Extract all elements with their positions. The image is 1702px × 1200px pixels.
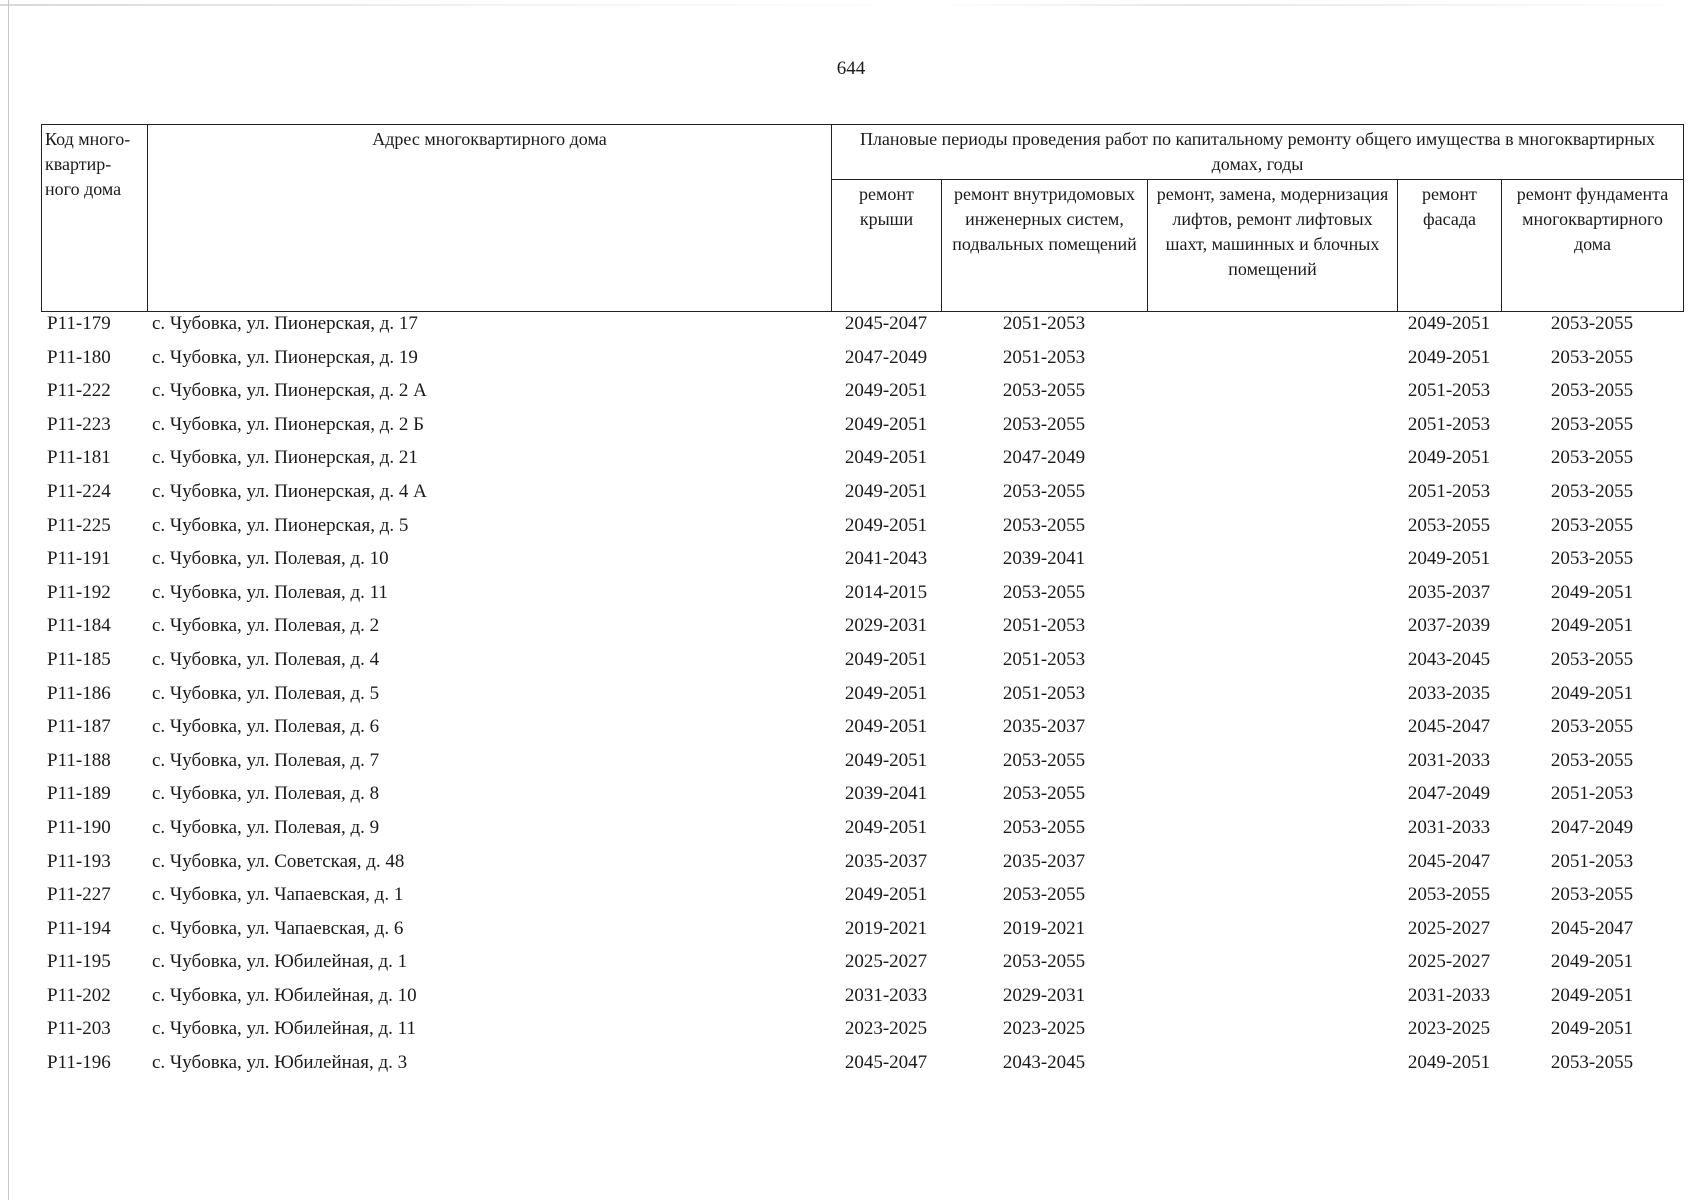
cell-roof: 2035-2037 (844, 850, 928, 872)
cell-engineering: 2053-2055 (1002, 816, 1086, 838)
cell-foundation: 2053-2055 (1550, 716, 1634, 738)
cell-code: P11-181 (47, 447, 111, 469)
cell-roof: 2039-2041 (844, 783, 928, 805)
cell-address: с. Чубовка, ул. Пионерская, д. 17 (152, 313, 418, 334)
table-row (41, 946, 1683, 980)
cell-roof: 2049-2051 (844, 884, 928, 906)
cell-roof: 2041-2043 (844, 548, 928, 570)
cell-code: P11-225 (47, 514, 111, 536)
table-row (41, 308, 1683, 342)
cell-facade: 2023-2025 (1407, 1018, 1491, 1040)
cell-code: P11-203 (47, 1018, 111, 1040)
cell-address: с. Чубовка, ул. Юбилейная, д. 10 (152, 984, 417, 1006)
cell-address: с. Чубовка, ул. Полевая, д. 9 (152, 816, 380, 838)
cell-address: с. Чубовка, ул. Полевая, д. 8 (152, 783, 380, 805)
cell-facade: 2037-2039 (1407, 615, 1491, 637)
cell-facade: 2025-2027 (1407, 951, 1491, 973)
table-row (41, 711, 1683, 745)
cell-engineering: 2029-2031 (1002, 984, 1086, 1006)
cell-foundation: 2053-2055 (1550, 514, 1634, 536)
cell-roof: 2029-2031 (844, 615, 928, 637)
cell-facade: 2053-2055 (1407, 884, 1491, 906)
cell-roof: 2045-2047 (844, 1052, 928, 1074)
table-row (41, 879, 1683, 913)
cell-facade: 2047-2049 (1407, 783, 1491, 805)
cell-foundation: 2053-2055 (1550, 749, 1634, 771)
cell-foundation: 2053-2055 (1550, 346, 1634, 368)
table-row (41, 442, 1683, 476)
cell-code: P11-192 (47, 581, 111, 603)
cell-roof: 2025-2027 (844, 951, 928, 973)
table-row (41, 510, 1683, 544)
cell-foundation: 2051-2053 (1550, 783, 1634, 805)
cell-foundation: 2045-2047 (1550, 917, 1634, 939)
cell-foundation: 2049-2051 (1550, 581, 1634, 603)
table-row (41, 980, 1683, 1014)
cell-facade: 2051-2053 (1407, 480, 1491, 502)
table-body (41, 308, 1683, 1081)
cell-foundation: 2049-2051 (1550, 984, 1634, 1006)
table-row (41, 409, 1683, 443)
header-engineering: ремонт внутридомовых инженерных систем, подвальных помещений (942, 180, 1148, 312)
cell-roof: 2049-2051 (844, 413, 928, 435)
header-elevators: ремонт, замена, модернизация лифтов, ремонт лифтовых шахт, машинных и блочных помещений (1148, 180, 1398, 312)
cell-facade: 2049-2051 (1407, 313, 1491, 334)
cell-foundation: 2049-2051 (1550, 951, 1634, 973)
cell-address: с. Чубовка, ул. Пионерская, д. 2 А (152, 380, 427, 402)
cell-code: P11-190 (47, 816, 111, 838)
cell-engineering: 2043-2045 (1002, 1052, 1086, 1074)
cell-foundation: 2053-2055 (1550, 380, 1634, 402)
cell-engineering: 2035-2037 (1002, 716, 1086, 738)
cell-code: P11-223 (47, 413, 111, 435)
scan-top-edge (0, 4, 1702, 6)
cell-roof: 2031-2033 (844, 984, 928, 1006)
table-row (41, 745, 1683, 779)
table-row (41, 543, 1683, 577)
cell-address: с. Чубовка, ул. Полевая, д. 6 (152, 716, 380, 738)
cell-facade: 2045-2047 (1407, 850, 1491, 872)
cell-roof: 2049-2051 (844, 716, 928, 738)
cell-foundation: 2053-2055 (1550, 480, 1634, 502)
cell-facade: 2049-2051 (1407, 447, 1491, 469)
table-row (41, 1013, 1683, 1047)
cell-facade: 2031-2033 (1407, 984, 1491, 1006)
cell-roof: 2049-2051 (844, 682, 928, 704)
cell-engineering: 2051-2053 (1002, 615, 1086, 637)
table-row (41, 610, 1683, 644)
cell-code: P11-202 (47, 984, 111, 1006)
cell-roof: 2023-2025 (844, 1018, 928, 1040)
cell-facade: 2051-2053 (1407, 380, 1491, 402)
cell-code: P11-194 (47, 917, 111, 939)
cell-foundation: 2053-2055 (1550, 884, 1634, 906)
cell-address: с. Чубовка, ул. Полевая, д. 4 (152, 648, 380, 670)
cell-address: с. Чубовка, ул. Пионерская, д. 4 А (152, 480, 427, 502)
header-facade: ремонт фасада (1398, 180, 1502, 312)
page-number: 644 (836, 58, 866, 79)
cell-foundation: 2051-2053 (1550, 850, 1634, 872)
table-header (41, 124, 1684, 312)
cell-engineering: 2051-2053 (1002, 648, 1086, 670)
header-code: Код много-квартир-ного дома (42, 125, 148, 312)
table-row (41, 812, 1683, 846)
cell-roof: 2049-2051 (844, 447, 928, 469)
cell-engineering: 2053-2055 (1002, 749, 1086, 771)
cell-roof: 2045-2047 (844, 313, 928, 334)
cell-address: с. Чубовка, ул. Полевая, д. 5 (152, 682, 380, 704)
cell-engineering: 2053-2055 (1002, 581, 1086, 603)
cell-foundation: 2053-2055 (1550, 648, 1634, 670)
cell-code: P11-195 (47, 951, 111, 973)
cell-facade: 2051-2053 (1407, 413, 1491, 435)
cell-engineering: 2047-2049 (1002, 447, 1086, 469)
cell-roof: 2049-2051 (844, 749, 928, 771)
table-row (41, 577, 1683, 611)
cell-address: с. Чубовка, ул. Пионерская, д. 5 (152, 514, 409, 536)
cell-foundation: 2053-2055 (1550, 313, 1634, 334)
cell-code: P11-193 (47, 850, 111, 872)
cell-engineering: 2053-2055 (1002, 413, 1086, 435)
cell-foundation: 2053-2055 (1550, 413, 1634, 435)
header-roof: ремонт крыши (832, 180, 942, 312)
cell-code: P11-185 (47, 648, 111, 670)
cell-address: с. Чубовка, ул. Юбилейная, д. 1 (152, 951, 408, 973)
table-row (41, 1047, 1683, 1081)
table-row (41, 342, 1683, 376)
cell-address: с. Чубовка, ул. Советская, д. 48 (152, 850, 405, 872)
cell-code: P11-189 (47, 783, 111, 805)
cell-foundation: 2047-2049 (1550, 816, 1634, 838)
cell-address: с. Чубовка, ул. Полевая, д. 10 (152, 548, 389, 570)
cell-address: с. Чубовка, ул. Полевая, д. 2 (152, 615, 380, 637)
cell-facade: 2031-2033 (1407, 749, 1491, 771)
cell-engineering: 2053-2055 (1002, 480, 1086, 502)
cell-code: P11-227 (47, 884, 111, 906)
cell-facade: 2049-2051 (1407, 548, 1491, 570)
cell-foundation: 2053-2055 (1550, 447, 1634, 469)
table-row (41, 375, 1683, 409)
cell-roof: 2049-2051 (844, 380, 928, 402)
cell-engineering: 2053-2055 (1002, 951, 1086, 973)
cell-engineering: 2019-2021 (1002, 917, 1086, 939)
table-row (41, 913, 1683, 947)
table-row (41, 778, 1683, 812)
cell-engineering: 2051-2053 (1002, 346, 1086, 368)
cell-engineering: 2035-2037 (1002, 850, 1086, 872)
cell-facade: 2049-2051 (1407, 1052, 1491, 1074)
cell-address: с. Чубовка, ул. Пионерская, д. 21 (152, 447, 418, 469)
cell-engineering: 2023-2025 (1002, 1018, 1086, 1040)
header-foundation: ремонт фундамента многоквартирного дома (1502, 180, 1684, 312)
cell-facade: 2035-2037 (1407, 581, 1491, 603)
cell-facade: 2031-2033 (1407, 816, 1491, 838)
cell-code: P11-188 (47, 749, 111, 771)
cell-roof: 2049-2051 (844, 816, 928, 838)
cell-roof: 2014-2015 (844, 581, 928, 603)
header-planned-periods: Плановые периоды проведения работ по капитальному ремонту общего имущества в многоквартирных домах, годы (832, 125, 1684, 180)
cell-code: P11-184 (47, 615, 111, 637)
cell-code: P11-224 (47, 480, 111, 502)
cell-address: с. Чубовка, ул. Юбилейная, д. 11 (152, 1018, 416, 1040)
table-row (41, 644, 1683, 678)
cell-address: с. Чубовка, ул. Полевая, д. 11 (152, 581, 388, 603)
cell-foundation: 2049-2051 (1550, 615, 1634, 637)
cell-facade: 2049-2051 (1407, 346, 1491, 368)
cell-address: с. Чубовка, ул. Чапаевская, д. 1 (152, 884, 404, 906)
cell-roof: 2047-2049 (844, 346, 928, 368)
cell-engineering: 2053-2055 (1002, 884, 1086, 906)
cell-roof: 2019-2021 (844, 917, 928, 939)
cell-foundation: 2049-2051 (1550, 1018, 1634, 1040)
table-row (41, 476, 1683, 510)
cell-foundation: 2053-2055 (1550, 548, 1634, 570)
cell-address: с. Чубовка, ул. Пионерская, д. 2 Б (152, 413, 425, 435)
table-row (41, 846, 1683, 880)
cell-address: с. Чубовка, ул. Юбилейная, д. 3 (152, 1052, 408, 1074)
cell-code: P11-180 (47, 346, 111, 368)
cell-engineering: 2039-2041 (1002, 548, 1086, 570)
cell-code: P11-196 (47, 1052, 111, 1074)
cell-engineering: 2053-2055 (1002, 514, 1086, 536)
cell-facade: 2043-2045 (1407, 648, 1491, 670)
cell-foundation: 2049-2051 (1550, 682, 1634, 704)
cell-roof: 2049-2051 (844, 514, 928, 536)
cell-foundation: 2053-2055 (1550, 1052, 1634, 1074)
cell-address: с. Чубовка, ул. Полевая, д. 7 (152, 749, 380, 771)
cell-address: с. Чубовка, ул. Чапаевская, д. 6 (152, 917, 404, 939)
cell-facade: 2045-2047 (1407, 716, 1491, 738)
cell-engineering: 2053-2055 (1002, 783, 1086, 805)
cell-facade: 2033-2035 (1407, 682, 1491, 704)
cell-engineering: 2051-2053 (1002, 682, 1086, 704)
header-address: Адрес многоквартирного дома (148, 125, 832, 312)
cell-engineering: 2051-2053 (1002, 313, 1086, 334)
cell-facade: 2053-2055 (1407, 514, 1491, 536)
cell-code: P11-191 (47, 548, 111, 570)
cell-code: P11-179 (47, 313, 111, 334)
scan-left-edge (8, 0, 9, 1200)
cell-code: P11-222 (47, 380, 111, 402)
cell-facade: 2025-2027 (1407, 917, 1491, 939)
cell-code: P11-186 (47, 682, 111, 704)
cell-roof: 2049-2051 (844, 480, 928, 502)
cell-engineering: 2053-2055 (1002, 380, 1086, 402)
cell-code: P11-187 (47, 716, 111, 738)
table-row (41, 678, 1683, 712)
cell-roof: 2049-2051 (844, 648, 928, 670)
cell-address: с. Чубовка, ул. Пионерская, д. 19 (152, 346, 418, 368)
